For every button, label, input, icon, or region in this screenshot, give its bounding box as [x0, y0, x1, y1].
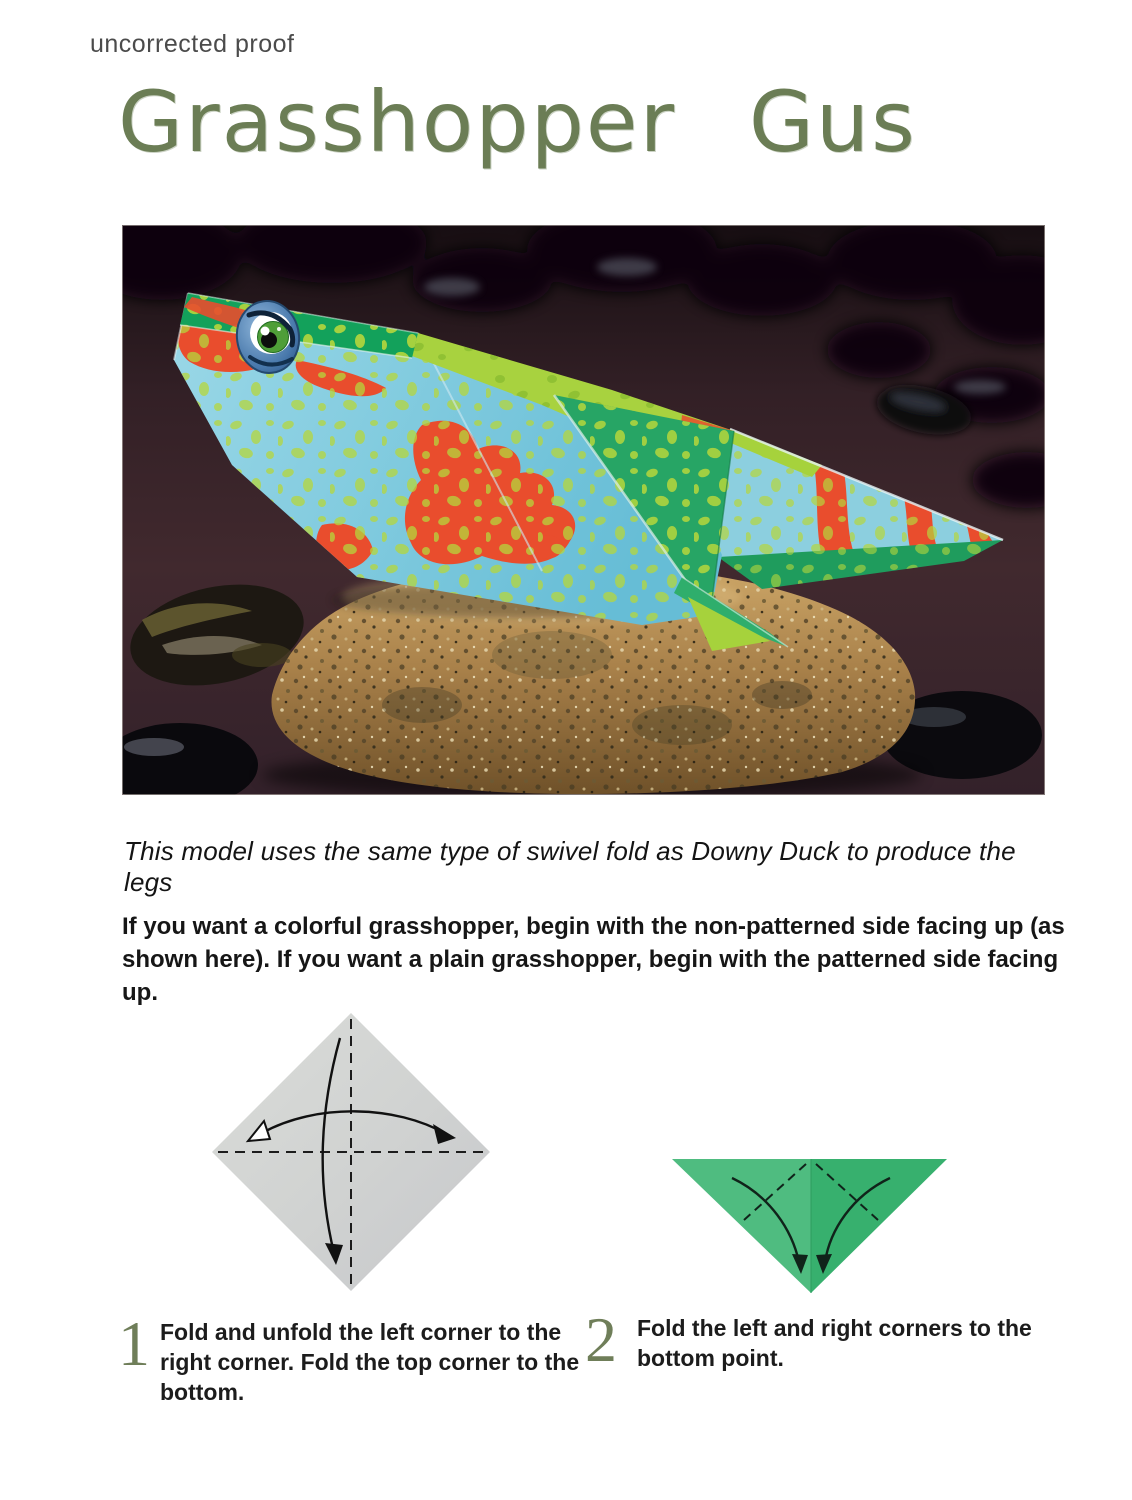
diagram-step-1	[206, 1007, 496, 1302]
proof-label: uncorrected proof	[90, 30, 295, 58]
intro-text: If you want a colorful grasshopper, begin with the non-patterned side facing up (as shown here). If you want a plain grasshopper, begin with the patterned side facing up.	[122, 913, 1065, 1007]
grasshopper-photo-illustration	[122, 225, 1045, 795]
grasshopper-photo	[122, 225, 1045, 795]
step-1	[118, 1308, 598, 1442]
step-2-number: 2	[585, 1304, 617, 1375]
diagram-step-2	[668, 1146, 950, 1305]
diagram-2-illustration	[668, 1146, 950, 1300]
photo-caption: This model uses the same type of swivel fold as Downy Duck to produce the legs	[124, 836, 1016, 897]
step-1-number: 1	[118, 1308, 150, 1379]
step-1-instruction: Fold and unfold the left corner to the right corner. Fold the top corner to the bottom.	[160, 1319, 580, 1405]
step-2-instruction: Fold the left and right corners to the bottom point.	[637, 1315, 1032, 1371]
page-title: Grasshopper Gus	[118, 73, 917, 171]
step-2	[585, 1304, 1065, 1408]
diagram-1-illustration	[206, 1007, 496, 1297]
